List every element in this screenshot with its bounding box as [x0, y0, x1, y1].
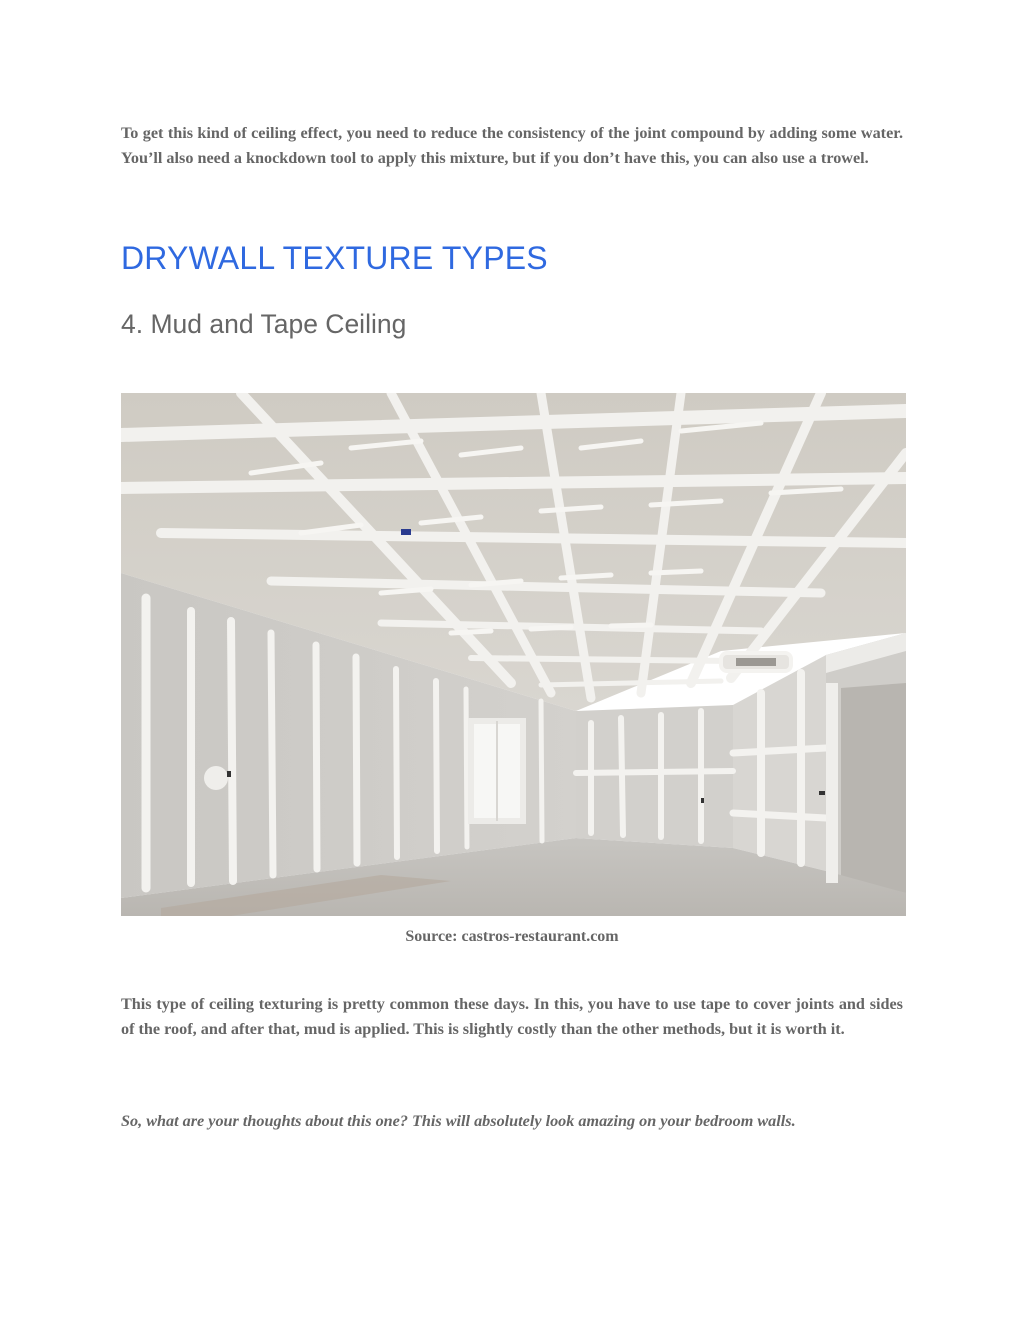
ceiling-photo — [121, 393, 906, 916]
description-paragraph: This type of ceiling texturing is pretty common these days. In this, you have to use tape to cover joints and sides of the roof, and after that, mud is applied. This is slightly costly than the other methods, but it is worth it. — [121, 995, 903, 1038]
subsection-heading: 4. Mud and Tape Ceiling — [121, 309, 407, 339]
section-heading: DRYWALL TEXTURE TYPES — [121, 240, 548, 276]
closing-paragraph: So, what are your thoughts about this one? This will absolutely look amazing on your bedroom walls. — [121, 1112, 796, 1130]
photo-caption: Source: castros-restaurant.com — [405, 928, 619, 945]
document-page — [121, 0, 903, 1325]
intro-paragraph: To get this kind of ceiling effect, you need to reduce the consistency of the joint compound by adding some water. You’ll also need a knockdown tool to apply this mixture, but if you don’t have this, you can also use a trowel. — [121, 124, 903, 167]
